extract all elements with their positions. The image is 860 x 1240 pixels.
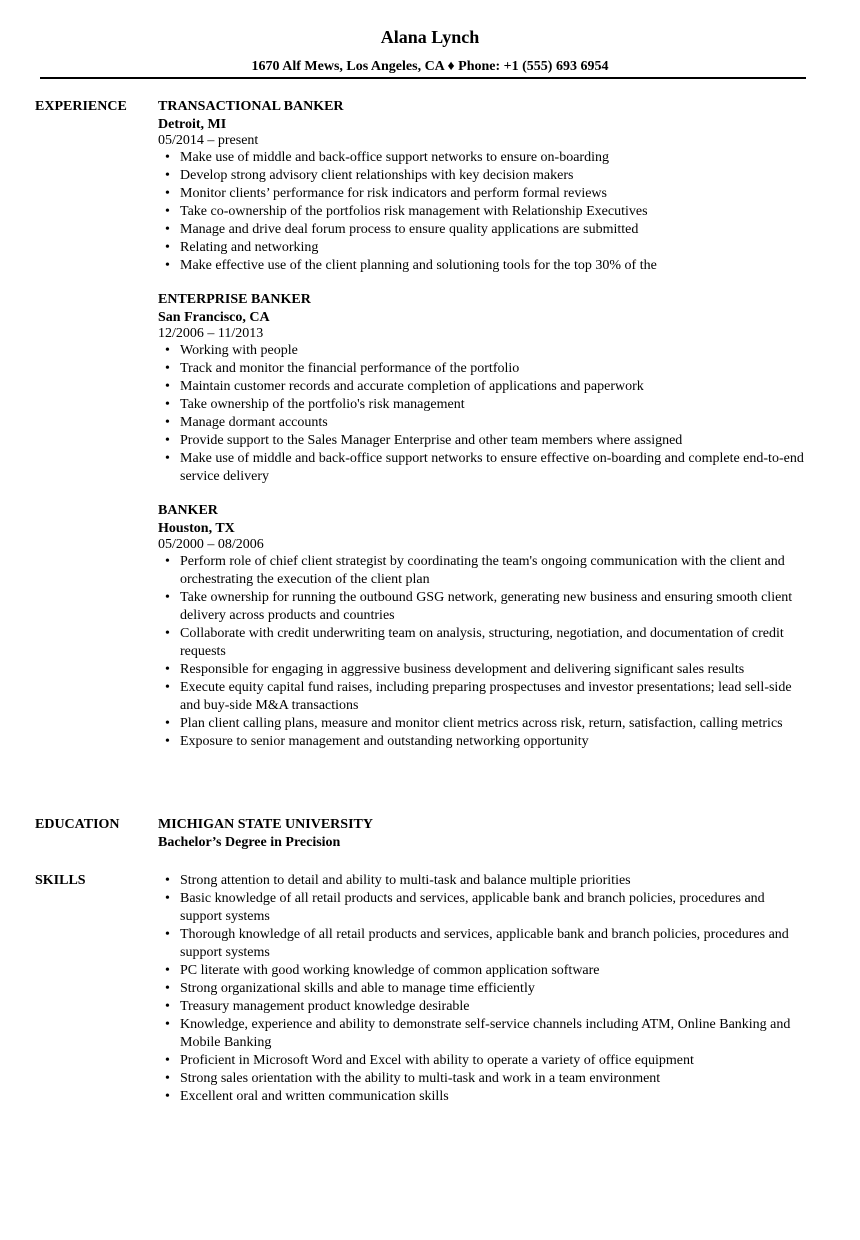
bullet-item: • Manage dormant accounts xyxy=(158,414,806,432)
bullet-item: • Maintain customer records and accurate completion of applications and paperwork xyxy=(158,378,806,396)
degree: Bachelor’s Degree in Precision xyxy=(158,835,341,850)
bullet-item: • Take ownership of the portfolio's risk management xyxy=(158,396,806,414)
job-entry-banker xyxy=(158,502,806,751)
job-title: BANKER xyxy=(158,503,218,518)
bullet-item: • Collaborate with credit underwriting team on analysis, structuring, negotiation, and documentation of credit requests xyxy=(158,625,806,661)
bullet-item: • Make use of middle and back-office support networks to ensure effective on-boarding and complete end-to-end service delivery xyxy=(158,450,806,486)
job-location: Detroit, MI xyxy=(158,117,227,132)
bullet-item: • Execute equity capital fund raises, including preparing prospectuses and investor presentations; lead sell-side and buy-side M&A transactions xyxy=(158,679,806,715)
skills-content xyxy=(158,872,806,1106)
skill-item: • Basic knowledge of all retail products and services, applicable bank and branch policies, procedures and support systems xyxy=(158,890,806,926)
job-title: ENTERPRISE BANKER xyxy=(158,292,311,307)
job-bullets xyxy=(158,149,806,275)
bullet-item: • Relating and networking xyxy=(158,239,806,257)
job-dates: 05/2000 – 08/2006 xyxy=(158,537,264,552)
job-entry-transactional-banker xyxy=(158,98,806,275)
experience-content xyxy=(158,98,806,767)
bullet-item: • Manage and drive deal forum process to ensure quality applications are submitted xyxy=(158,221,806,239)
skill-item: • Proficient in Microsoft Word and Excel with ability to operate a variety of office equipment xyxy=(158,1052,806,1070)
bullet-item: • Monitor clients’ performance for risk indicators and perform formal reviews xyxy=(158,185,806,203)
bullet-item: • Perform role of chief client strategist by coordinating the team's ongoing communication with the client and orchestrating the execution of the client plan xyxy=(158,553,806,589)
job-bullets xyxy=(158,553,806,751)
skills-list xyxy=(158,872,806,1106)
header-divider xyxy=(40,77,806,79)
job-bullets xyxy=(158,342,806,486)
skill-item: • Strong sales orientation with the ability to multi-task and work in a team environment xyxy=(158,1070,806,1088)
bullet-item: • Take co-ownership of the portfolios risk management with Relationship Executives xyxy=(158,203,806,221)
experience-heading: EXPERIENCE xyxy=(35,99,127,114)
skill-item: • Treasury management product knowledge desirable xyxy=(158,998,806,1016)
bullet-item: • Take ownership for running the outbound GSG network, generating new business and ensuring smooth client delivery across products and countries xyxy=(158,589,806,625)
bullet-item: • Track and monitor the financial performance of the portfolio xyxy=(158,360,806,378)
skill-item: • Excellent oral and written communication skills xyxy=(158,1088,806,1106)
job-dates: 12/2006 – 11/2013 xyxy=(158,326,264,341)
skill-item: • Thorough knowledge of all retail products and services, applicable bank and branch policies, procedures and support systems xyxy=(158,926,806,962)
job-location: San Francisco, CA xyxy=(158,310,270,325)
job-location: Houston, TX xyxy=(158,521,235,536)
bullet-item: • Develop strong advisory client relationships with key decision makers xyxy=(158,167,806,185)
contact-line: 1670 Alf Mews, Los Angeles, CA ♦ Phone: +1 (555) 693 6954 xyxy=(251,59,609,74)
job-dates: 05/2014 – present xyxy=(158,133,259,148)
education-content xyxy=(158,816,806,851)
bullet-item: • Plan client calling plans, measure and monitor client metrics across risk, return, satisfaction, calling metrics xyxy=(158,715,806,733)
bullet-item: • Make effective use of the client planning and solutioning tools for the top 30% of the xyxy=(158,257,806,275)
skill-item: • Strong organizational skills and able to manage time efficiently xyxy=(158,980,806,998)
bullet-item: • Exposure to senior management and outstanding networking opportunity xyxy=(158,733,806,751)
bullet-item: • Make use of middle and back-office support networks to ensure on-boarding xyxy=(158,149,806,167)
skill-item: • Strong attention to detail and ability to multi-task and balance multiple priorities xyxy=(158,872,806,890)
skill-item: • Knowledge, experience and ability to demonstrate self-service channels including ATM, Online Banking and Mobile Banking xyxy=(158,1016,806,1052)
skills-heading: SKILLS xyxy=(35,873,86,888)
education-heading: EDUCATION xyxy=(35,817,120,832)
candidate-name: Alana Lynch xyxy=(380,27,480,47)
bullet-item: • Working with people xyxy=(158,342,806,360)
bullet-item: • Responsible for engaging in aggressive business development and delivering significant sales results xyxy=(158,661,806,679)
job-title: TRANSACTIONAL BANKER xyxy=(158,99,344,114)
bullet-item: • Provide support to the Sales Manager Enterprise and other team members where assigned xyxy=(158,432,806,450)
school-name: MICHIGAN STATE UNIVERSITY xyxy=(158,817,373,832)
skill-item: • PC literate with good working knowledge of common application software xyxy=(158,962,806,980)
job-entry-enterprise-banker xyxy=(158,291,806,486)
